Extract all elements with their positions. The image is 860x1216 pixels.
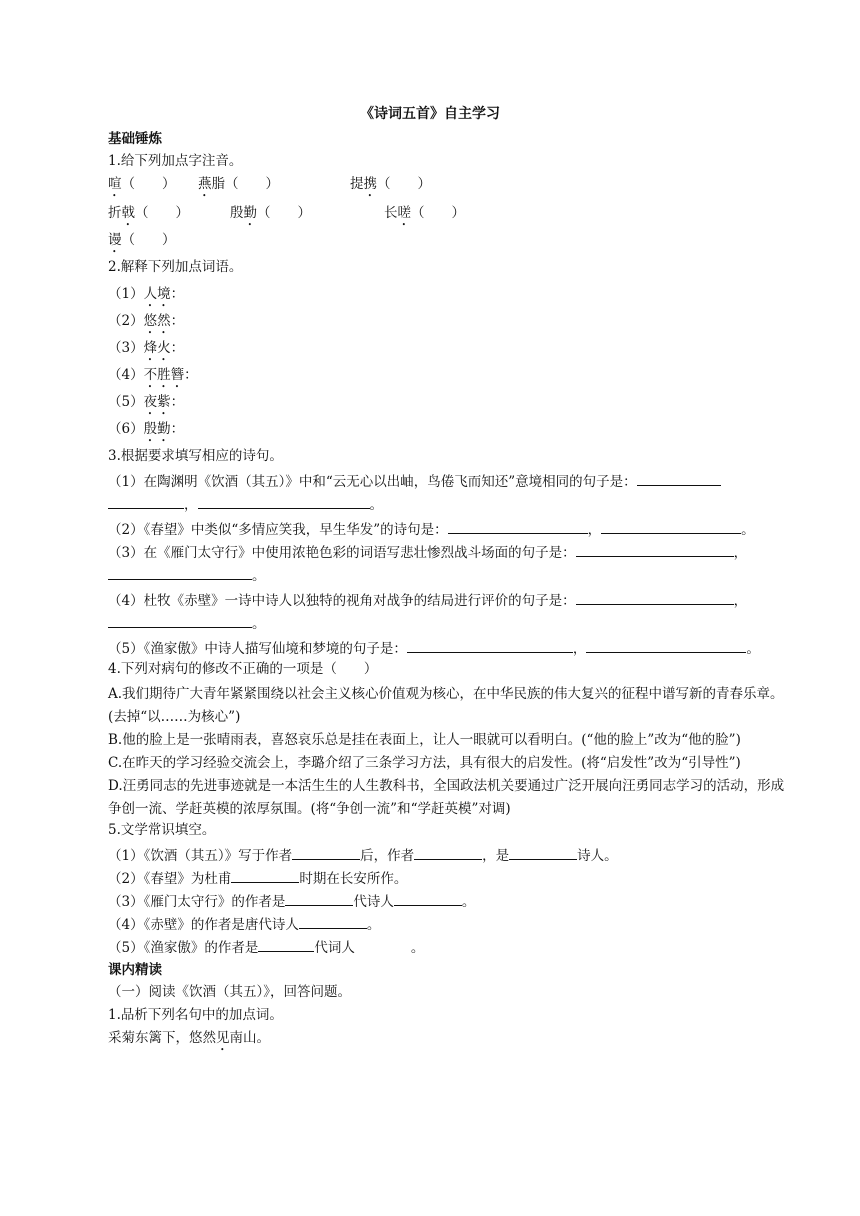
q2-prompt: 2.解释下列加点词语。 xyxy=(108,259,243,275)
q3-item-5: （5）《渔家傲》中诗人描写仙境和梦境的句子是： ， 。 xyxy=(108,637,786,660)
section-heading-basic: 基础锤炼 xyxy=(108,131,162,147)
q1-item: 提携（ ） xyxy=(350,176,431,192)
q5-item-3: （3）《雁门太守行》的作者是 代诗人 。 xyxy=(108,890,786,913)
q2-item-6: （6）殷勤： xyxy=(108,421,185,437)
reading-intro: （一）阅读《饮酒（其五）》，回答问题。 xyxy=(108,984,351,1000)
reading-q1-line: 采菊东篱下，悠然见南山。 xyxy=(108,1030,270,1046)
q3-item-3-cont: 。 xyxy=(108,564,786,587)
q1-item: 燕脂（ ） xyxy=(198,176,279,192)
q2-item-1: （1）人境： xyxy=(108,286,185,302)
q3-item-4: （4）杜牧《赤壁》一诗中诗人以独特的视角对战争的结局进行评价的句子是： ， xyxy=(108,589,786,612)
q3-item-3: （3）在《雁门太守行》中使用浓艳色彩的词语写悲壮惨烈战斗场面的句子是： ， xyxy=(108,541,786,564)
q1-item: 殷勤（ ） xyxy=(230,205,311,221)
q3-item-1: （1）在陶渊明《饮酒（其五）》中和“云无心以出岫，鸟倦飞而知还”意境相同的句子是： xyxy=(108,470,786,493)
q4-option-a: A.我们期待广大青年紧紧围绕以社会主义核心价值观为核心，在中华民族的伟大复兴的征程中谱写新的青春乐章。(去掉“以……为核心”) xyxy=(108,686,784,725)
page-title: 《诗词五首》自主学习 xyxy=(360,106,500,122)
q1-item: 喧（ ） xyxy=(108,176,176,192)
q5-item-2: （2）《春望》为杜甫 时期在长安所作。 xyxy=(108,867,786,890)
q1-prompt: 1.给下列加点字注音。 xyxy=(108,153,243,169)
q1-row-3: 谩（ ） xyxy=(108,232,176,248)
q4-prompt: 4.下列对病句的修改不正确的一项是（ ） xyxy=(108,661,378,677)
q3-item-1-cont: ， 。 xyxy=(108,493,786,516)
q5-item-1: （1）《饮酒（其五）》写于作者 后，作者 ，是 诗人。 xyxy=(108,844,786,867)
q1-item: 折戟（ ） xyxy=(108,205,189,221)
q4-option-b: B.他的脸上是一张晴雨表，喜怒哀乐总是挂在表面上，让人一眼就可以看明白。(“他的脸上”改为“他的脸”) xyxy=(108,732,741,748)
q5-item-5: （5）《渔家傲》的作者是 代词人 。 xyxy=(108,936,786,959)
q2-item-5: （5）夜紫： xyxy=(108,394,185,410)
q2-item-4: （4）不胜簪： xyxy=(108,367,198,383)
q3-item-2: （2）《春望》中类似“多情应笑我，早生华发”的诗句是： ， 。 xyxy=(108,518,786,541)
worksheet-content xyxy=(108,130,786,1052)
q2-item-3: （3）烽火： xyxy=(108,340,185,356)
q4-option-d: D.汪勇同志的先进事迹就是一本活生生的人生教科书，全国政法机关要通过广泛开展向汪勇同志学习的活动，形成争创一流、学赶英模的浓厚氛围。(将“争创一流”和“学赶英模”对调) xyxy=(108,778,785,817)
reading-q1-prompt: 1.品析下列名句中的加点词。 xyxy=(108,1007,283,1023)
q5-item-4: （4）《赤壁》的作者是唐代诗人 。 xyxy=(108,913,786,936)
q1-item: 长嗟（ ） xyxy=(384,205,465,221)
q2-item-2: （2）悠然： xyxy=(108,313,185,329)
q1-row-1 xyxy=(108,175,786,198)
q1-row-2 xyxy=(108,204,786,227)
q4-option-c: C.在昨天的学习经验交流会上，李璐介绍了三条学习方法，具有很大的启发性。(将“启发性”改为“引导性”) xyxy=(108,755,741,771)
q5-prompt: 5.文学常识填空。 xyxy=(108,822,216,838)
section-heading-reading: 课内精读 xyxy=(108,962,162,978)
q3-item-4-cont: 。 xyxy=(108,612,786,635)
q3-prompt: 3.根据要求填写相应的诗句。 xyxy=(108,448,283,464)
